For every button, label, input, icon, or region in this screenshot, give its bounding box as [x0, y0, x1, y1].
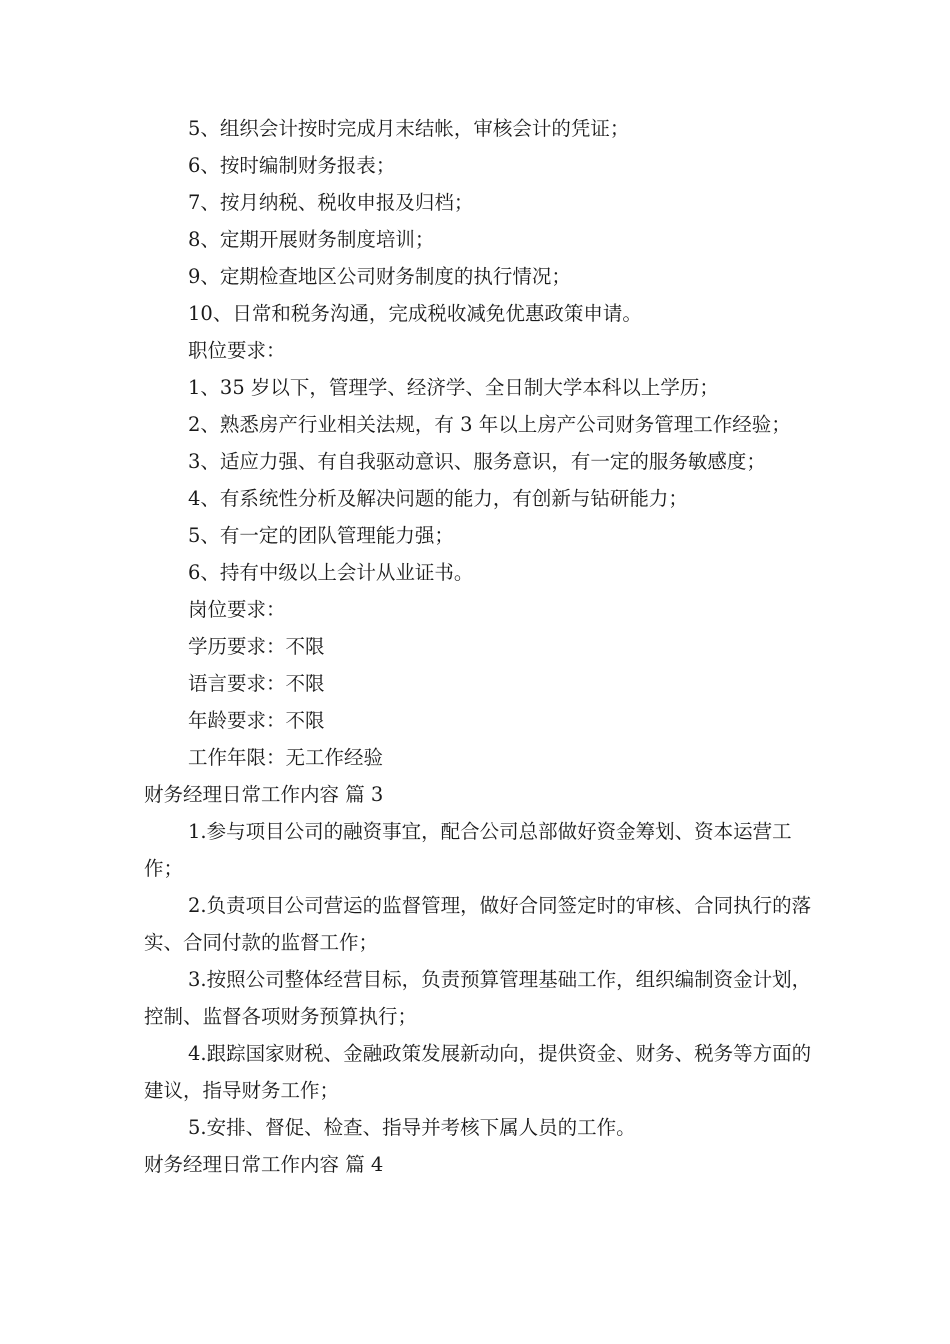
document-body	[144, 110, 812, 1183]
paragraph-education-requirement: 学历要求：不限	[188, 635, 325, 658]
paragraph-language-requirement: 语言要求：不限	[188, 672, 325, 695]
paragraph-requirement-4: 4、有系统性分析及解决问题的能力，有创新与钻研能力；	[188, 487, 688, 510]
paragraph-requirement-1: 1、35 岁以下，管理学、经济学、全日制大学本科以上学历；	[188, 376, 719, 399]
paragraph-duty-7: 7、按月纳税、税收申报及归档；	[188, 191, 474, 214]
paragraph-requirement-5: 5、有一定的团队管理能力强；	[188, 524, 454, 547]
section-heading-part-4: 财务经理日常工作内容 篇 4	[144, 1153, 384, 1176]
section-heading-part-3: 财务经理日常工作内容 篇 3	[144, 783, 384, 806]
paragraph-requirement-2: 2、熟悉房产行业相关法规，有 3 年以上房产公司财务管理工作经验；	[188, 413, 791, 436]
paragraph-duty-10: 10、日常和税务沟通，完成税收减免优惠政策申请。	[188, 302, 642, 325]
paragraph-part3-item-5: 5.安排、督促、检查、指导并考核下属人员的工作。	[188, 1116, 636, 1139]
paragraph-duty-9: 9、定期检查地区公司财务制度的执行情况；	[188, 265, 571, 288]
paragraph-part3-item-1: 1.参与项目公司的融资事宜，配合公司总部做好资金筹划、资本运营工作；	[144, 820, 792, 880]
paragraph-requirement-6: 6、持有中级以上会计从业证书。	[188, 561, 474, 584]
paragraph-part3-item-3: 3.按照公司整体经营目标，负责预算管理基础工作，组织编制资金计划，控制、监督各项财务预算执行；	[144, 968, 812, 1028]
section-label-post-requirements: 岗位要求：	[188, 598, 286, 621]
paragraph-part3-item-4: 4.跟踪国家财税、金融政策发展新动向，提供资金、财务、税务等方面的建议，指导财务工作；	[144, 1042, 812, 1102]
paragraph-duty-6: 6、按时编制财务报表；	[188, 154, 396, 177]
paragraph-requirement-3: 3、适应力强、有自我驱动意识、服务意识，有一定的服务敏感度；	[188, 450, 766, 473]
paragraph-duty-8: 8、定期开展财务制度培训；	[188, 228, 435, 251]
paragraph-part3-item-2: 2.负责项目公司营运的监督管理，做好合同签定时的审核、合同执行的落实、合同付款的监督工作；	[144, 894, 812, 954]
paragraph-duty-5: 5、组织会计按时完成月末结帐，审核会计的凭证；	[188, 117, 630, 140]
section-label-position-requirements: 职位要求：	[188, 339, 286, 362]
paragraph-work-years: 工作年限：无工作经验	[188, 746, 384, 769]
paragraph-age-requirement: 年龄要求：不限	[188, 709, 325, 732]
